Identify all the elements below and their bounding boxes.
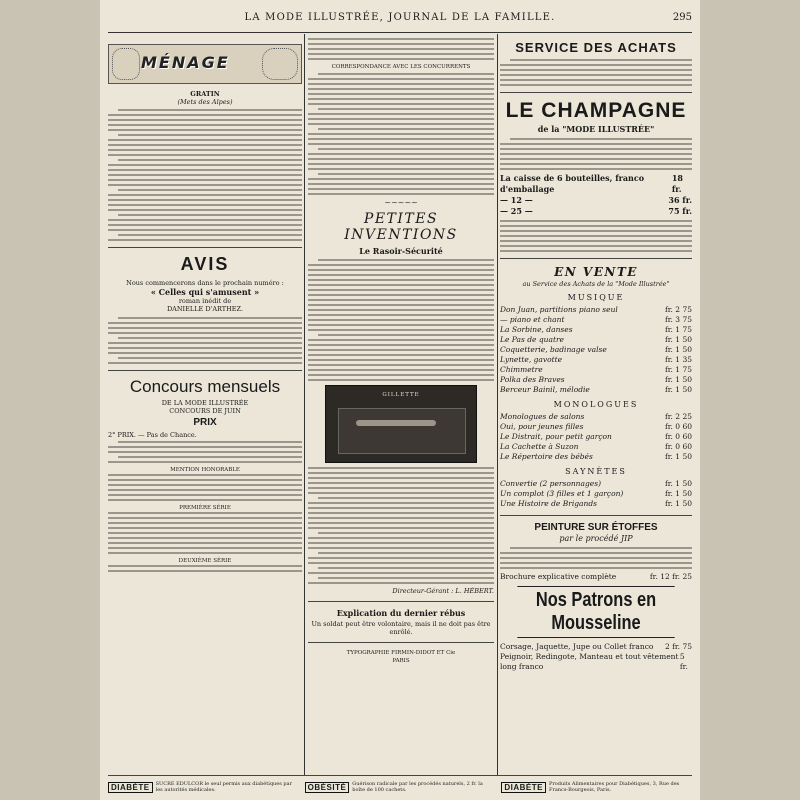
item-label: Polka des Braves bbox=[500, 375, 565, 384]
ad-badge: DIABÈTE bbox=[108, 782, 153, 793]
price-row bbox=[500, 442, 692, 452]
saynetes-list bbox=[500, 479, 692, 509]
price-row bbox=[500, 315, 692, 325]
typographie-line: TYPOGRAPHIE FIRMIN-DIDOT ET Cie bbox=[346, 650, 456, 656]
item-price: fr. 1 50 bbox=[664, 345, 692, 354]
item-price: fr. 0 60 bbox=[664, 422, 692, 431]
divider bbox=[108, 370, 302, 371]
gratin-subtitle: (Mets des Alpes) bbox=[177, 98, 233, 106]
item-price: fr. 3 75 bbox=[664, 315, 692, 324]
item-label: Le Pas de quatre bbox=[500, 335, 564, 344]
musique-heading: MUSIQUE bbox=[567, 293, 625, 302]
price-row bbox=[500, 375, 692, 385]
ad-text: Produits Alimentaires pour Diabétiques, 3, Rue des Francs-Bourgeois, Paris. bbox=[548, 781, 680, 793]
price-row bbox=[500, 489, 692, 499]
rasoir-text-2 bbox=[308, 467, 494, 584]
item-label: — piano et chant bbox=[500, 315, 565, 324]
ad-text: Guérison radicale par les procédés naturels, 2 fr. la boîte de 100 cachets. bbox=[352, 781, 483, 793]
price-row bbox=[500, 365, 692, 375]
journal-title: LA MODE ILLUSTRÉE, JOURNAL DE LA FAMILLE. bbox=[244, 12, 556, 23]
item-label: La Sorbine, danses bbox=[500, 325, 573, 334]
concours-subtitle: DE LA MODE ILLUSTRÉE bbox=[161, 399, 249, 407]
ornament-left bbox=[112, 48, 140, 80]
price-row: — 12 — 36 fr. bbox=[500, 195, 692, 205]
column-middle bbox=[308, 34, 494, 776]
mention-heading: MENTION HONORABLE bbox=[170, 467, 240, 473]
item-price: fr. 0 60 bbox=[664, 432, 692, 441]
ad-diabete-1 bbox=[108, 781, 299, 793]
concours-title: Concours mensuels bbox=[129, 377, 281, 396]
column-right bbox=[500, 34, 692, 776]
service-achats-title: SERVICE DES ACHATS bbox=[515, 40, 677, 55]
prix-body bbox=[108, 441, 302, 463]
musique-list bbox=[500, 305, 692, 395]
ad-obesite bbox=[305, 781, 496, 793]
item-label: Chimmetre bbox=[500, 365, 543, 374]
item-label: Monologues de salons bbox=[500, 412, 585, 421]
vente-title: EN VENTE bbox=[554, 265, 638, 279]
item-price: fr. 1 50 bbox=[664, 385, 692, 394]
premiere-serie-heading: PREMIÈRE SÉRIE bbox=[179, 505, 231, 511]
column-left bbox=[108, 34, 302, 776]
correspondance-heading: CORRESPONDANCE AVEC LES CONCURRENTS bbox=[331, 64, 471, 70]
divider bbox=[108, 247, 302, 248]
item-label: Une Histoire de Brigands bbox=[500, 499, 597, 508]
razor-tray bbox=[338, 408, 466, 454]
prix-line: 2° PRIX. — Pas de Chance. bbox=[108, 431, 197, 439]
item-label: Coquetterie, badinage valse bbox=[500, 345, 607, 354]
price-row: — 25 — 75 fr. bbox=[500, 206, 692, 216]
paris-line: PARIS bbox=[392, 658, 410, 664]
champagne-text bbox=[500, 138, 692, 170]
price-row bbox=[500, 422, 692, 432]
ad-diabete-2 bbox=[501, 781, 692, 793]
razor-case-illustration bbox=[325, 385, 477, 463]
inventions-title: PETITES INVENTIONS bbox=[344, 211, 458, 243]
item-label: Berceur Bainil, mélodie bbox=[500, 385, 590, 394]
price-row: La caisse de 6 bouteilles, franco d'emballage 18 fr. bbox=[500, 173, 683, 194]
avis-novel: « Celles qui s'amusent » bbox=[150, 287, 260, 297]
column-divider bbox=[497, 34, 498, 776]
deuxieme-serie-heading: DEUXIÈME SÉRIE bbox=[178, 558, 232, 564]
price-row bbox=[500, 305, 692, 315]
page-number: 295 bbox=[672, 12, 692, 23]
avis-novel-suffix: roman inédit de bbox=[178, 297, 232, 305]
product-label: GILLETTE bbox=[382, 392, 420, 398]
item-price: fr. 1 75 bbox=[664, 325, 692, 334]
item-label: Le Répertoire des bébés bbox=[500, 452, 593, 461]
rebus-title: Explication du dernier rébus bbox=[336, 608, 466, 618]
ad-badge: DIABÈTE bbox=[501, 782, 546, 793]
item-label: Convertie (2 personnages) bbox=[500, 479, 601, 488]
item-price: fr. 1 35 bbox=[664, 355, 692, 364]
newspaper-page bbox=[100, 0, 700, 800]
saynetes-heading: SAYNÈTES bbox=[565, 467, 627, 476]
rasoir-title: Le Rasoir-Sécurité bbox=[359, 246, 443, 256]
ornament-right bbox=[262, 48, 298, 80]
concours-juin: CONCOURS DE JUIN bbox=[169, 407, 241, 415]
correspondence-intro bbox=[308, 38, 494, 60]
column-divider bbox=[304, 34, 305, 776]
item-price: fr. 1 75 bbox=[664, 365, 692, 374]
item-label: Le Distrait, pour petit garçon bbox=[500, 432, 612, 441]
ad-text: SUCRE EDULCOR le seul permis aux diabétiques par les autorités médicales. bbox=[155, 781, 292, 793]
avis-author: DANIELLE D'ARTHEZ. bbox=[166, 305, 244, 313]
avis-title: AVIS bbox=[180, 254, 230, 274]
price-row bbox=[500, 452, 692, 462]
item-label: Don Juan, partitions piano seul bbox=[500, 305, 618, 314]
item-price: fr. 1 50 bbox=[664, 489, 692, 498]
item-price: fr. 0 60 bbox=[664, 442, 692, 451]
item-price: fr. 1 50 bbox=[664, 375, 692, 384]
ad-badge: OBÉSITÉ bbox=[305, 782, 350, 793]
price-row bbox=[500, 355, 692, 365]
item-label: Oui, pour jeunes filles bbox=[500, 422, 584, 431]
item-price: fr. 1 50 bbox=[664, 335, 692, 344]
prix-heading: PRIX bbox=[193, 417, 217, 428]
price-row bbox=[500, 325, 692, 335]
menage-banner bbox=[108, 44, 302, 84]
item-price: fr. 2 25 bbox=[664, 412, 692, 421]
divider bbox=[500, 515, 692, 516]
ornament-divider: ~~~~~ bbox=[384, 198, 418, 207]
razor-icon bbox=[356, 420, 436, 426]
price-row bbox=[500, 385, 692, 395]
gratin-title: GRATIN bbox=[190, 90, 220, 98]
divider bbox=[308, 642, 494, 643]
header-rule bbox=[108, 32, 692, 33]
price-row bbox=[500, 432, 692, 442]
avis-body bbox=[108, 317, 302, 364]
rebus-text: Un soldat peut être volontaire, mais il ne doit pas être enrôlé. bbox=[311, 620, 491, 636]
divider bbox=[500, 92, 692, 93]
vente-subtitle: au Service des Achats de la "Mode Illustrée" bbox=[522, 280, 670, 288]
monologues-list bbox=[500, 412, 692, 462]
champagne-title: LE CHAMPAGNE bbox=[505, 99, 687, 122]
peinture-title: PEINTURE SUR ÉTOFFES bbox=[534, 522, 658, 533]
peinture-price: Brochure explicative complète fr. 12 fr. 25 bbox=[500, 572, 692, 581]
deuxieme-serie-body bbox=[108, 565, 302, 572]
service-intro bbox=[500, 59, 692, 86]
premiere-serie-body bbox=[108, 512, 302, 554]
monologues-heading: MONOLOGUES bbox=[553, 400, 639, 409]
champagne-subtitle: de la "MODE ILLUSTRÉE" bbox=[537, 124, 655, 134]
item-price: fr. 2 75 bbox=[664, 305, 692, 314]
divider bbox=[308, 601, 494, 602]
item-label: Lynette, gavotte bbox=[500, 355, 563, 364]
item-label: Un complot (3 filles et 1 garçon) bbox=[500, 489, 624, 498]
item-price: fr. 1 50 bbox=[664, 452, 692, 461]
avis-text: Nous commencerons dans le prochain numéro : bbox=[126, 279, 284, 287]
item-label: La Cachette à Suzon bbox=[500, 442, 579, 451]
footer-ads bbox=[108, 775, 692, 796]
correspondance-body bbox=[308, 73, 494, 195]
patrons-price-list bbox=[500, 642, 692, 672]
champagne-text-2 bbox=[500, 220, 692, 252]
patrons-title: Nos Patrons en Mousseline bbox=[517, 586, 674, 638]
item-price: fr. 1 50 bbox=[664, 479, 692, 488]
price-row bbox=[500, 412, 692, 422]
directeur-line: Directeur-Gérant : L. HÉBERT. bbox=[392, 587, 494, 595]
price-row bbox=[500, 345, 692, 355]
price-row bbox=[500, 335, 692, 345]
mention-body bbox=[108, 474, 302, 501]
divider bbox=[500, 258, 692, 259]
champagne-price-list bbox=[500, 173, 692, 217]
item-price: fr. 1 50 bbox=[664, 499, 692, 508]
price-row: Corsage, Jaquette, Jupe ou Collet franco 2 fr. 75 bbox=[500, 642, 692, 651]
gratin-text bbox=[108, 109, 302, 241]
menage-title: MÉNAGE bbox=[141, 53, 230, 72]
price-row bbox=[500, 499, 692, 509]
peinture-text bbox=[500, 547, 692, 569]
price-row bbox=[500, 479, 692, 489]
peinture-subtitle: par le procédé JIP bbox=[559, 534, 633, 543]
page-header bbox=[100, 12, 700, 28]
price-row: Peignoir, Redingote, Manteau et tout vêtement long franco 5 fr. bbox=[500, 652, 688, 671]
rasoir-text bbox=[308, 259, 494, 381]
